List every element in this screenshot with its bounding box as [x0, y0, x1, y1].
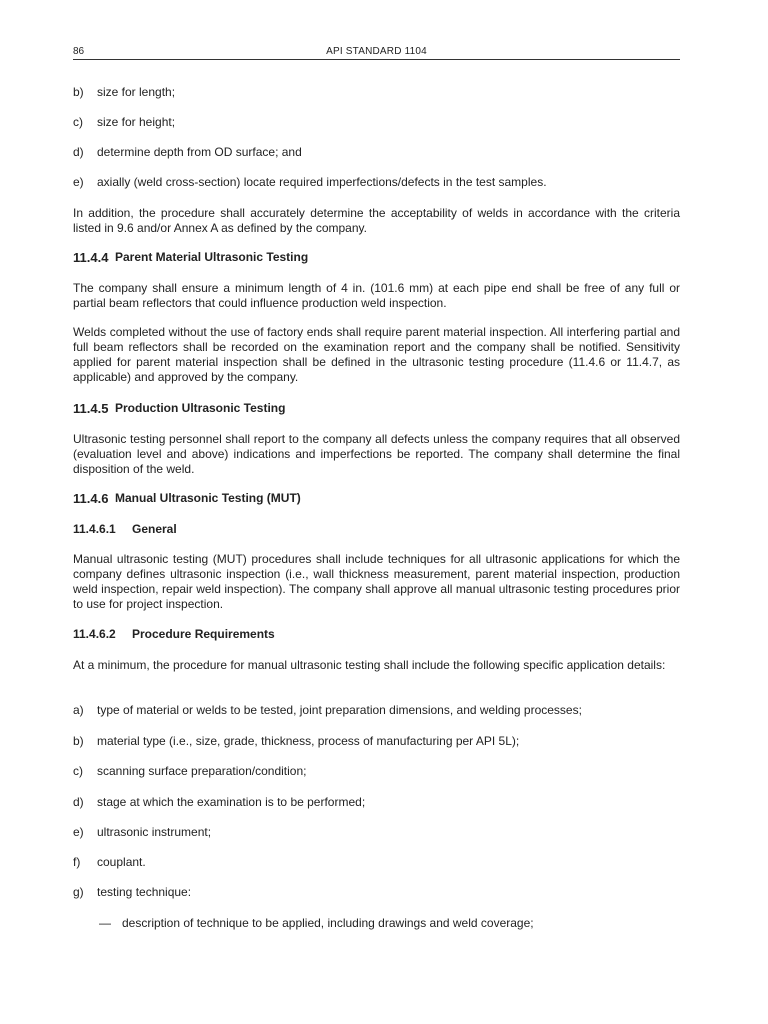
list-text: testing technique:: [97, 885, 192, 899]
subsection-heading: [73, 627, 680, 642]
page-header: [73, 45, 680, 60]
section-number: 11.4.4: [73, 250, 109, 265]
running-title: API STANDARD 1104: [326, 46, 427, 57]
section-number: 11.4.6.1: [73, 522, 116, 536]
list-text: size for length;: [97, 85, 176, 99]
paragraph: Ultrasonic testing personnel shall report to the company all defects unless the company requires that all observed (evaluation level and above) indications and imperfections be reported. The company shall determine the final disposition of the weld.: [73, 432, 680, 476]
list-text: size for height;: [97, 115, 176, 129]
list-label: b): [73, 85, 84, 99]
page-number: 86: [73, 46, 85, 57]
paragraph: Welds completed without the use of factory ends shall require parent material inspection. All interfering partial and full beam reflectors shall be recorded on the examination report and the company shall be notified. Sensitivity applied for parent material inspection shall be defined in the ultrasonic testing procedure (11.4.6 or 11.4.7, as applicable) and approved by the company.: [73, 325, 680, 384]
list-label: b): [73, 734, 84, 748]
paragraph: Manual ultrasonic testing (MUT) procedures shall include techniques for all ultrasonic applications for which the company defines ultrasonic inspection (i.e., wall thickness measurement, parent material inspection, production weld inspection, repair weld inspection). The company shall approve all manual ultrasonic testing procedures prior to use for project inspection.: [73, 552, 680, 611]
list-label: e): [73, 175, 84, 189]
section-title: Manual Ultrasonic Testing (MUT): [115, 491, 301, 505]
list-label: d): [73, 145, 84, 159]
subsection-heading: [73, 522, 680, 537]
list-label: d): [73, 795, 84, 809]
list-text: type of material or welds to be tested, joint preparation dimensions, and welding processes;: [97, 703, 582, 717]
list-label: f): [73, 855, 81, 869]
section-title: Parent Material Ultrasonic Testing: [115, 250, 309, 264]
section-heading: [73, 401, 680, 417]
section-title: General: [132, 522, 177, 536]
section-number: 11.4.5: [73, 401, 109, 416]
paragraph: In addition, the procedure shall accurately determine the acceptability of welds in accordance with the criteria listed in 9.6 and/or Annex A as defined by the company.: [73, 206, 680, 235]
list-text: stage at which the examination is to be performed;: [97, 795, 366, 809]
list-label: c): [73, 115, 83, 129]
list-text: description of technique to be applied, including drawings and weld coverage;: [122, 916, 534, 930]
section-number: 11.4.6: [73, 491, 109, 506]
list-label: g): [73, 885, 84, 899]
list-text: axially (weld cross-section) locate required imperfections/defects in the test samples.: [97, 175, 547, 189]
list-label: e): [73, 825, 84, 839]
list-label: c): [73, 764, 83, 778]
dash-symbol: —: [99, 916, 111, 930]
section-heading: [73, 250, 680, 266]
section-title: Production Ultrasonic Testing: [115, 401, 286, 415]
section-heading: [73, 491, 680, 507]
list-text: couplant.: [97, 855, 146, 869]
paragraph: At a minimum, the procedure for manual ultrasonic testing shall include the following specific application details:: [73, 658, 666, 672]
list-text: determine depth from OD surface; and: [97, 145, 302, 159]
list-text: material type (i.e., size, grade, thickness, process of manufacturing per API 5L);: [97, 734, 520, 748]
paragraph: The company shall ensure a minimum length of 4 in. (101.6 mm) at each pipe end shall be free of any full or partial beam reflectors that could influence production weld inspection.: [73, 281, 680, 310]
section-title: Procedure Requirements: [132, 627, 275, 641]
list-label: a): [73, 703, 84, 717]
list-text: ultrasonic instrument;: [97, 825, 212, 839]
section-number: 11.4.6.2: [73, 627, 116, 641]
list-text: scanning surface preparation/condition;: [97, 764, 307, 778]
